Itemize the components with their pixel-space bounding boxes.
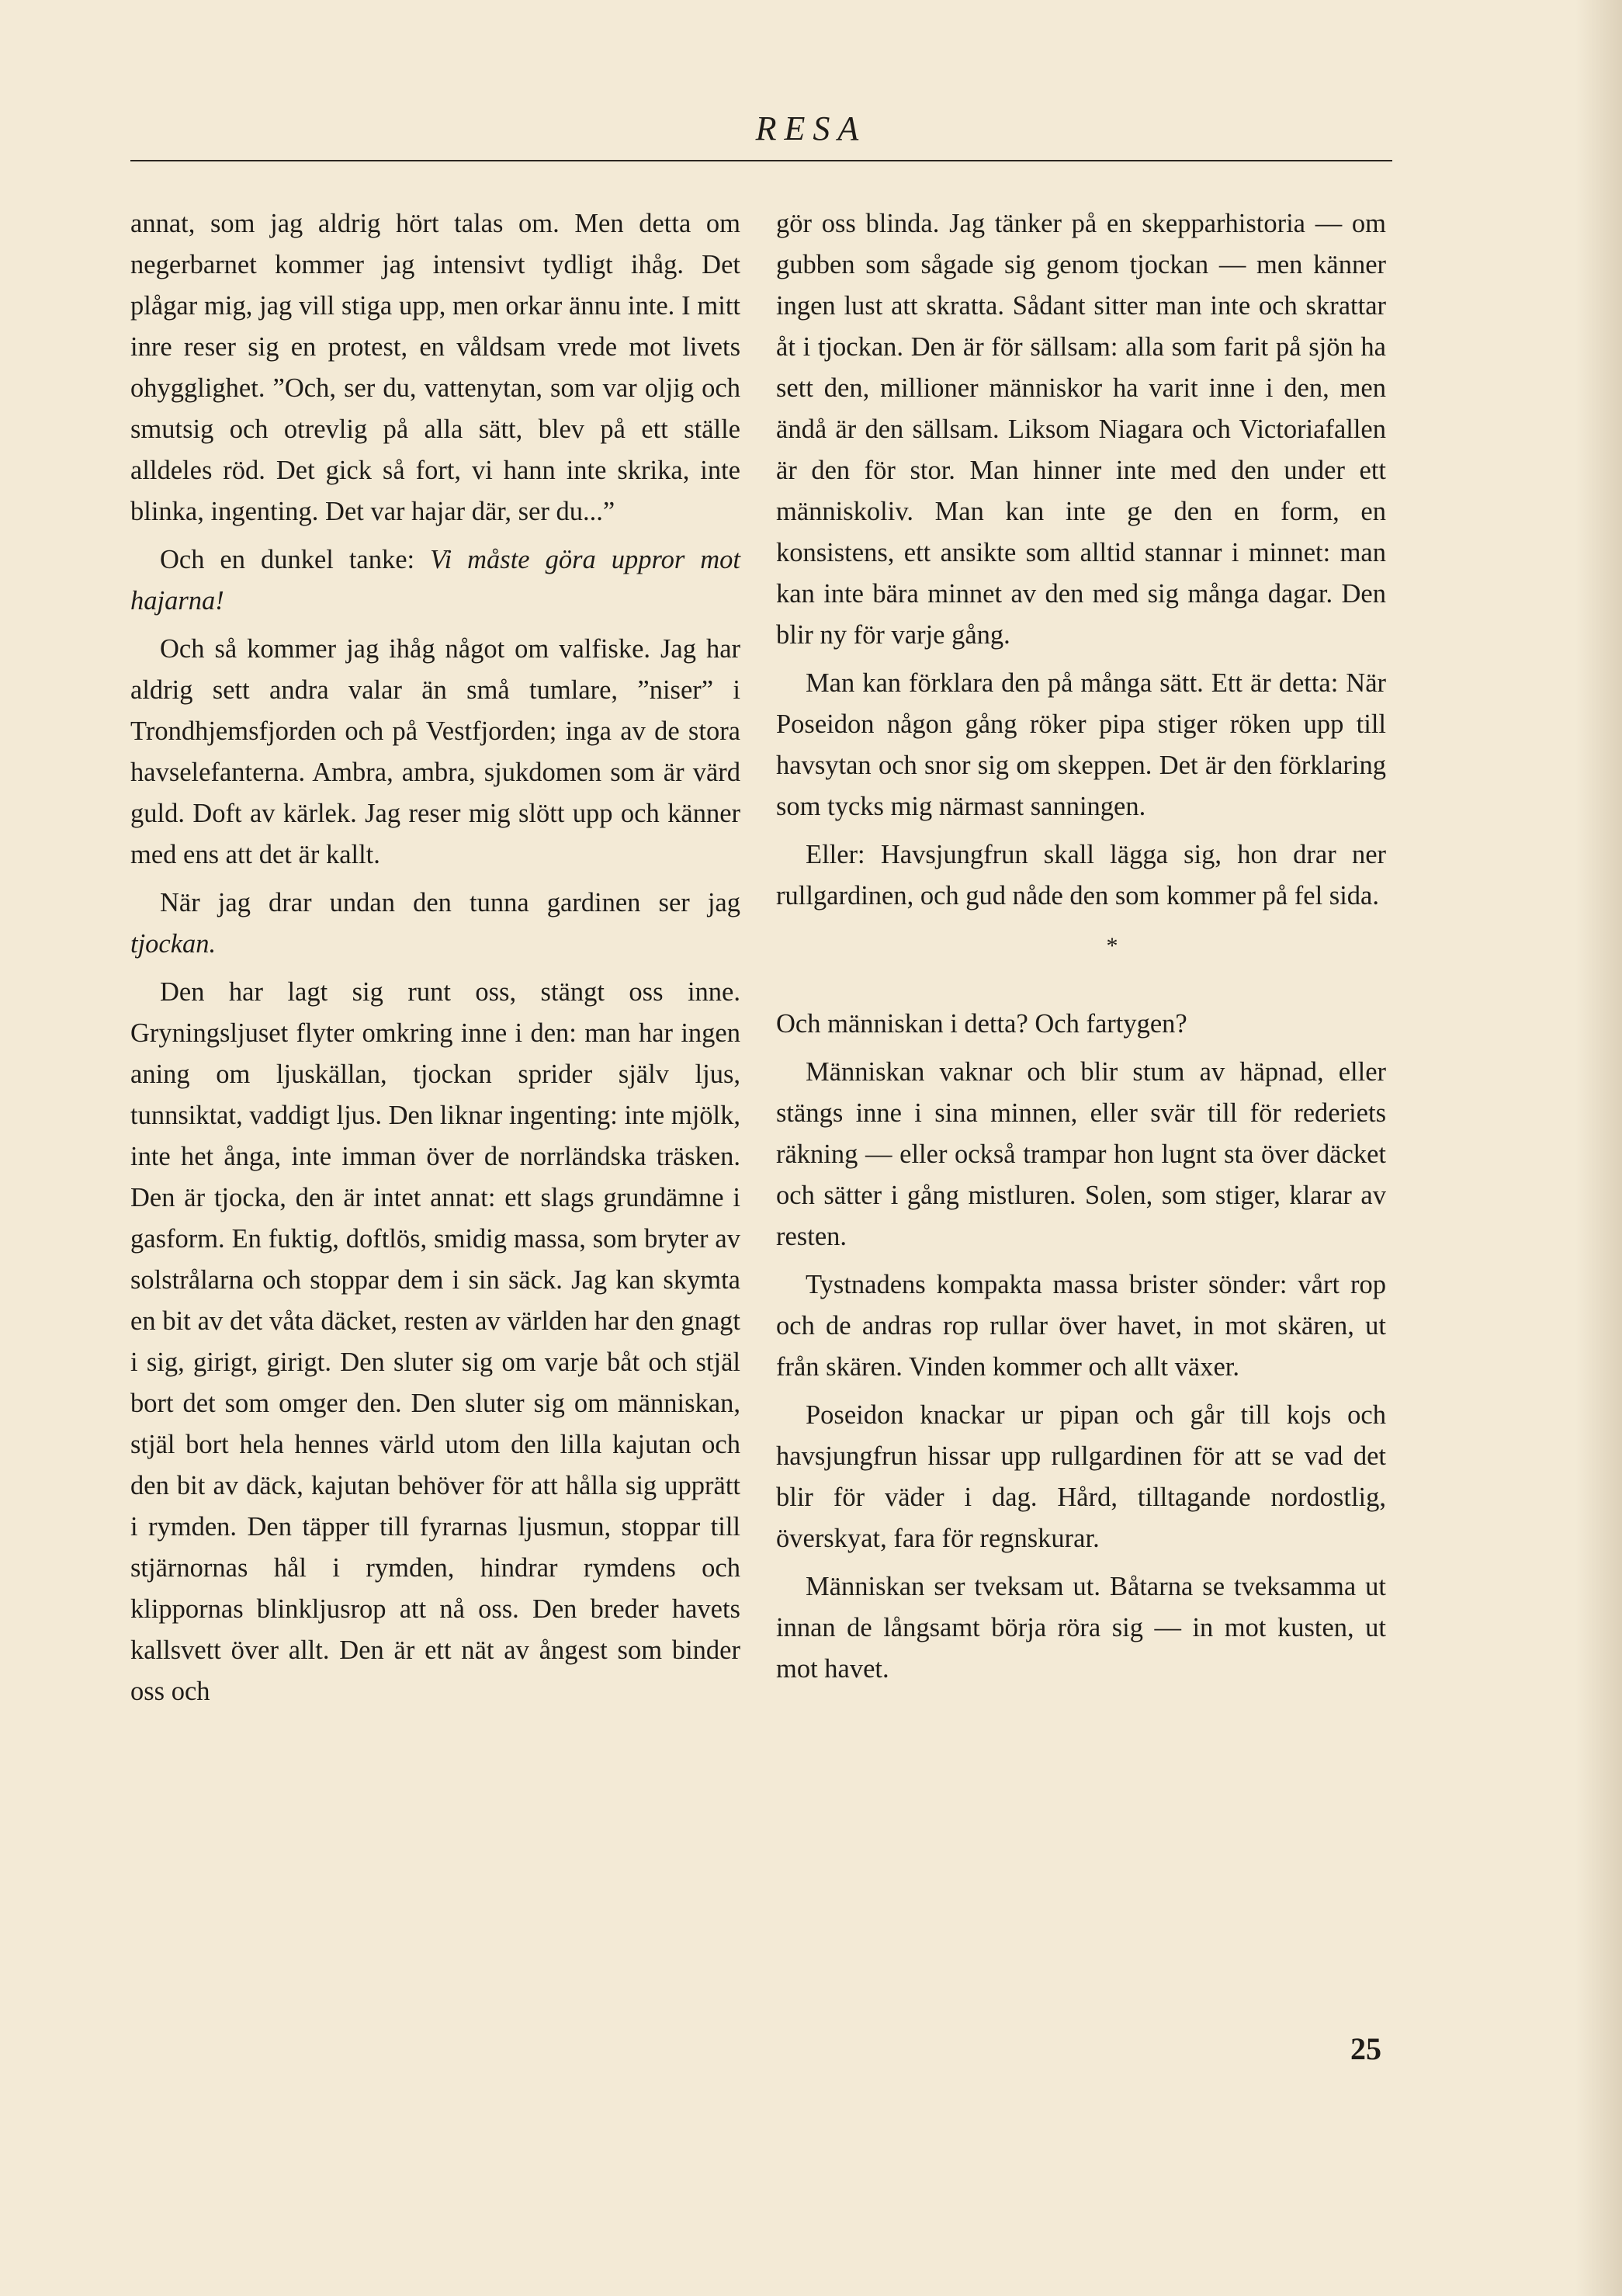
paragraph: annat, som jag aldrig hört talas om. Men detta om negerbarnet kommer jag intensivt tydligt ihåg. Det plågar mig, jag vill stiga upp, men orkar ännu inte. I mitt inre reser sig en protest, en våldsam vrede mot livets ohygglighet. ”Och, ser du, vattenytan, som var oljig och smutsig och otrevlig på alla sätt, blev på ett ställe alldeles röd. Det gick så fort, vi hann inte skrika, inte blinka, ingenting. Det var hajar där, ser du...” [130, 209, 740, 526]
paragraph: Man kan förklara den på många sätt. Ett är detta: När Poseidon någon gång röker pipa stiger röken upp till havsytan och snor sig om skeppen. Det är den förklaring som tycks mig närmast sanningen. [776, 668, 1386, 821]
section-separator: * [1106, 933, 1118, 959]
paragraph: Människan vaknar och blir stum av häpnad, eller stängs inne i sina minnen, eller svär till för rederiets räkning — eller också trampar hon lugnt sta över däcket och sätter i gång mistluren. Solen, som stiger, klarar av resten. [776, 1057, 1386, 1251]
paragraph-gardin [130, 883, 740, 965]
paragraph: Och så kommer jag ihåg något om valfiske. Jag har aldrig sett andra valar än små tumlare, ”niser” i Trondhjemsfjorden och på Vestfjorden; inga av de stora havselefanterna. Ambra, ambra, sjukdomen som är värd guld. Doft av kärlek. Jag reser mig slött upp och känner med ens att det är kallt. [130, 634, 740, 869]
paragraph: Människan ser tveksam ut. Båtarna se tveksamma ut innan de långsamt börja röra sig — in mot kusten, ut mot havet. [776, 1572, 1386, 1684]
thought-lead: Och en dunkel tanke: [160, 545, 431, 574]
left-column [130, 203, 740, 1719]
page-number: 25 [1350, 2031, 1381, 2066]
thought-italic: Vi måste göra uppror mot hajarna! [130, 545, 740, 616]
paragraph: Eller: Havsjungfrun skall lägga sig, hon drar ner rullgardinen, och gud nåde den som kommer på fel sida. [776, 840, 1386, 910]
paragraph: Tystnadens kompakta massa brister sönder: vårt rop och de andras rop rullar över havet, in mot skären, ut från skären. Vinden kommer och allt växer. [776, 1270, 1386, 1382]
running-header-title: RESA [755, 109, 867, 147]
gardin-lead: När jag drar undan den tunna gardinen ser jag [160, 888, 740, 917]
gardin-italic: tjockan. [130, 929, 217, 959]
paragraph: gör oss blinda. Jag tänker på en skepparhistoria — om gubben som sågade sig genom tjockan — men känner ingen lust att skratta. Sådant sitter man inte och skrattar åt i tjockan. Den är för sällsam: alla som farit på sjön ha sett den, millioner människor ha varit inne i den, men ändå är den sällsam. Liksom Niagara och Victoriafallen är den för stor. Man hinner inte med den under ett människoliv. Man kan inte ge den en form, en konsistens, ett ansikte som alltid stannar i minnet: man kan inte bära minnet av den med sig många dagar. Den blir ny för varje gång. [776, 209, 1386, 650]
page-edge-shadow [1575, 0, 1622, 2296]
paragraph-thought [130, 539, 740, 622]
header-rule [130, 160, 1392, 161]
paragraph: Och människan i detta? Och fartygen? [776, 1009, 1187, 1039]
paragraph: Den har lagt sig runt oss, stängt oss inne. Gryningsljuset flyter omkring inne i den: man har ingen aning om ljuskällan, tjockan sprider själv ljus, tunnsiktat, vaddigt ljus. Den liknar ingenting: inte mjölk, inte het ånga, inte imman över de norrländska träsken. Den är tjocka, den är intet annat: ett slags grundämne i gasform. En fuktig, doftlös, smidig massa, som bryter av solstrålarna och stoppar dem i sin säck. Jag kan skymta en bit av det våta däcket, resten av världen har den gnagt i sig, girigt, girigt. Den sluter sig om varje båt och stjäl bort det som omger den. Den sluter sig om människan, stjäl bort hela hennes värld utom den lilla kajutan och den bit av däck, kajutan behöver för att hålla sig upprätt i rymden. Den täpper till fyrarnas ljusmun, stoppar till stjärnornas hål i rymden, hindrar rymdens och klippornas blinkljusrop att nå oss. Den breder havets kallsvett över allt. Den är ett nät av ångest som binder oss och [130, 977, 740, 1706]
right-column [776, 203, 1386, 1697]
paragraph: Poseidon knackar ur pipan och går till kojs och havsjungfrun hissar upp rullgardinen för att se vad det blir för väder i dag. Hård, tilltagande nordostlig, överskyat, fara för regnskurar. [776, 1400, 1386, 1553]
